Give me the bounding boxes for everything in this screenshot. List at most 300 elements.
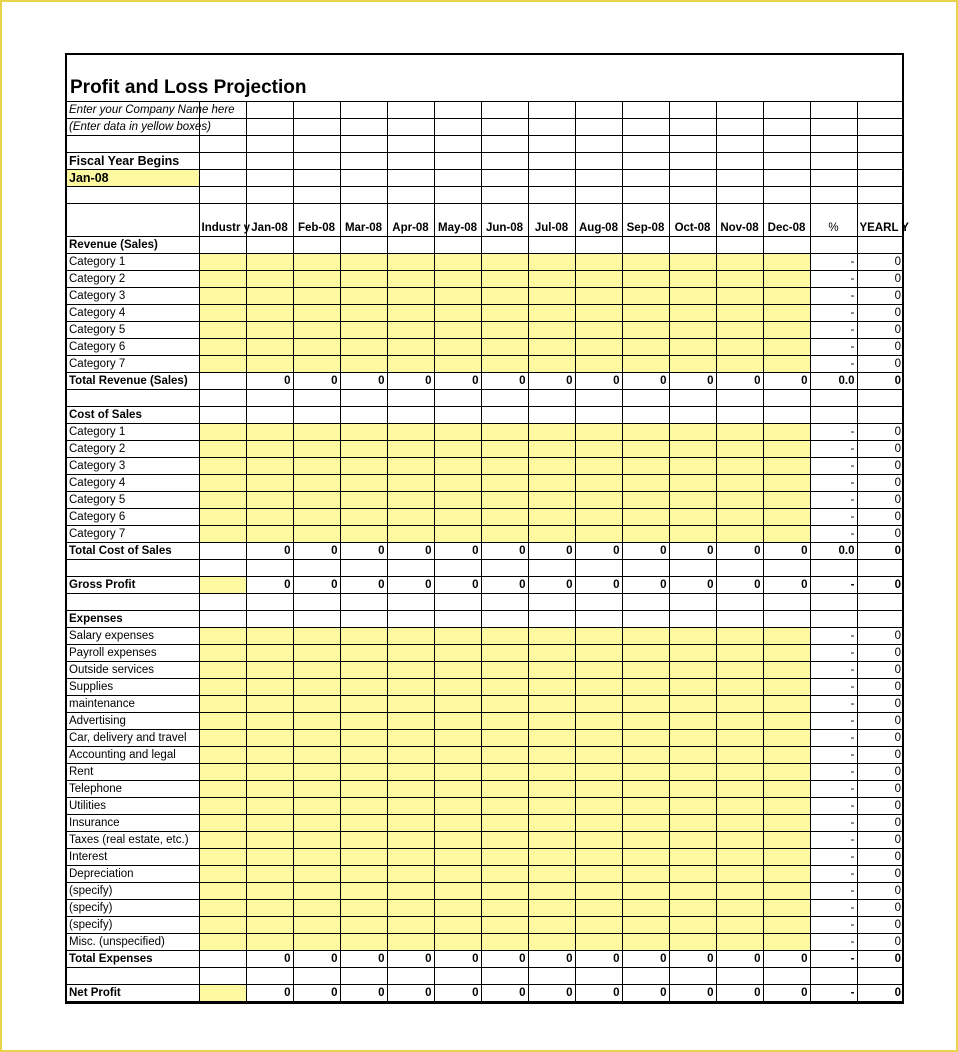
input-cell[interactable] — [669, 662, 716, 679]
input-cell[interactable] — [199, 747, 246, 764]
input-cell[interactable] — [434, 356, 481, 373]
input-cell[interactable] — [434, 322, 481, 339]
input-cell[interactable] — [669, 713, 716, 730]
input-cell[interactable] — [669, 934, 716, 951]
input-cell[interactable] — [340, 526, 387, 543]
input-cell[interactable] — [716, 475, 763, 492]
input-cell[interactable] — [763, 356, 810, 373]
input-cell[interactable] — [669, 883, 716, 900]
input-cell[interactable] — [434, 781, 481, 798]
input-cell[interactable] — [575, 696, 622, 713]
input-cell[interactable] — [528, 679, 575, 696]
input-cell[interactable] — [528, 322, 575, 339]
input-cell[interactable] — [669, 322, 716, 339]
input-cell[interactable] — [622, 900, 669, 917]
input-cell[interactable] — [340, 424, 387, 441]
input-cell[interactable] — [528, 288, 575, 305]
input-cell[interactable] — [481, 832, 528, 849]
input-cell[interactable] — [622, 492, 669, 509]
input-cell[interactable] — [528, 832, 575, 849]
input-cell[interactable] — [199, 628, 246, 645]
input-cell[interactable] — [763, 832, 810, 849]
input-cell[interactable] — [340, 883, 387, 900]
input-cell[interactable] — [434, 509, 481, 526]
input-cell[interactable] — [387, 645, 434, 662]
input-cell[interactable] — [387, 424, 434, 441]
input-cell[interactable] — [434, 645, 481, 662]
input-cell[interactable] — [669, 288, 716, 305]
input-cell[interactable] — [340, 764, 387, 781]
input-cell[interactable] — [622, 475, 669, 492]
input-cell[interactable] — [528, 900, 575, 917]
input-cell[interactable] — [481, 526, 528, 543]
input-cell[interactable] — [575, 254, 622, 271]
input-cell[interactable] — [716, 288, 763, 305]
input-cell[interactable] — [481, 441, 528, 458]
input-cell[interactable] — [481, 798, 528, 815]
input-cell[interactable] — [387, 730, 434, 747]
input-cell[interactable] — [434, 764, 481, 781]
input-cell[interactable] — [340, 271, 387, 288]
input-cell[interactable] — [340, 917, 387, 934]
input-cell[interactable] — [763, 339, 810, 356]
input-cell[interactable] — [434, 628, 481, 645]
input-cell[interactable] — [434, 254, 481, 271]
input-cell[interactable] — [575, 713, 622, 730]
input-cell[interactable] — [763, 866, 810, 883]
input-cell[interactable] — [763, 764, 810, 781]
input-cell[interactable] — [575, 900, 622, 917]
input-cell[interactable] — [763, 713, 810, 730]
input-cell[interactable] — [387, 492, 434, 509]
input-cell[interactable] — [246, 424, 293, 441]
input-cell[interactable] — [716, 747, 763, 764]
input-cell[interactable] — [528, 764, 575, 781]
input-cell[interactable] — [199, 730, 246, 747]
input-cell[interactable] — [246, 849, 293, 866]
input-cell[interactable] — [340, 475, 387, 492]
input-cell[interactable] — [481, 492, 528, 509]
input-cell[interactable] — [575, 730, 622, 747]
input-cell[interactable] — [528, 254, 575, 271]
input-cell[interactable] — [340, 441, 387, 458]
input-cell[interactable] — [622, 305, 669, 322]
input-cell[interactable] — [387, 798, 434, 815]
input-cell[interactable] — [199, 798, 246, 815]
input-cell[interactable] — [293, 305, 340, 322]
input-cell[interactable] — [716, 458, 763, 475]
input-cell[interactable] — [481, 815, 528, 832]
input-cell[interactable] — [481, 288, 528, 305]
input-cell[interactable] — [434, 798, 481, 815]
input-cell[interactable] — [716, 628, 763, 645]
input-cell[interactable] — [528, 509, 575, 526]
input-cell[interactable] — [481, 475, 528, 492]
input-cell[interactable] — [763, 696, 810, 713]
input-cell[interactable] — [340, 781, 387, 798]
input-cell[interactable] — [434, 696, 481, 713]
input-cell[interactable] — [481, 509, 528, 526]
input-cell[interactable] — [434, 679, 481, 696]
input-cell[interactable] — [669, 305, 716, 322]
input-cell[interactable] — [340, 305, 387, 322]
input-cell[interactable] — [340, 696, 387, 713]
input-cell[interactable] — [763, 849, 810, 866]
input-cell[interactable] — [434, 339, 481, 356]
input-cell[interactable] — [246, 832, 293, 849]
input-cell[interactable] — [246, 900, 293, 917]
input-cell[interactable] — [199, 356, 246, 373]
input-cell[interactable] — [293, 849, 340, 866]
input-cell[interactable] — [481, 849, 528, 866]
input-cell[interactable] — [434, 662, 481, 679]
input-cell[interactable] — [763, 458, 810, 475]
input-cell[interactable] — [387, 475, 434, 492]
input-cell[interactable] — [340, 798, 387, 815]
input-cell[interactable] — [293, 356, 340, 373]
input-cell[interactable] — [622, 730, 669, 747]
input-cell[interactable] — [622, 883, 669, 900]
input-cell[interactable] — [481, 322, 528, 339]
input-cell[interactable] — [528, 526, 575, 543]
input-cell[interactable] — [716, 424, 763, 441]
net-industry-input[interactable] — [199, 985, 246, 1002]
input-cell[interactable] — [575, 645, 622, 662]
input-cell[interactable] — [622, 849, 669, 866]
input-cell[interactable] — [246, 509, 293, 526]
gross-industry-input[interactable] — [199, 577, 246, 594]
input-cell[interactable] — [481, 713, 528, 730]
input-cell[interactable] — [528, 356, 575, 373]
input-cell[interactable] — [575, 322, 622, 339]
input-cell[interactable] — [763, 526, 810, 543]
input-cell[interactable] — [199, 458, 246, 475]
input-cell[interactable] — [340, 849, 387, 866]
input-cell[interactable] — [669, 492, 716, 509]
input-cell[interactable] — [246, 662, 293, 679]
input-cell[interactable] — [387, 288, 434, 305]
input-cell[interactable] — [387, 662, 434, 679]
input-cell[interactable] — [528, 492, 575, 509]
input-cell[interactable] — [622, 781, 669, 798]
input-cell[interactable] — [481, 662, 528, 679]
input-cell[interactable] — [669, 866, 716, 883]
input-cell[interactable] — [716, 832, 763, 849]
input-cell[interactable] — [716, 713, 763, 730]
input-cell[interactable] — [387, 322, 434, 339]
input-cell[interactable] — [669, 900, 716, 917]
input-cell[interactable] — [716, 526, 763, 543]
input-cell[interactable] — [528, 441, 575, 458]
input-cell[interactable] — [293, 645, 340, 662]
input-cell[interactable] — [575, 747, 622, 764]
input-cell[interactable] — [622, 458, 669, 475]
input-cell[interactable] — [340, 866, 387, 883]
input-cell[interactable] — [246, 866, 293, 883]
input-cell[interactable] — [199, 815, 246, 832]
input-cell[interactable] — [763, 917, 810, 934]
input-cell[interactable] — [575, 866, 622, 883]
input-cell[interactable] — [716, 696, 763, 713]
input-cell[interactable] — [340, 254, 387, 271]
input-cell[interactable] — [481, 764, 528, 781]
input-cell[interactable] — [246, 475, 293, 492]
input-cell[interactable] — [716, 815, 763, 832]
input-cell[interactable] — [340, 900, 387, 917]
input-cell[interactable] — [622, 424, 669, 441]
input-cell[interactable] — [575, 288, 622, 305]
input-cell[interactable] — [434, 730, 481, 747]
input-cell[interactable] — [669, 730, 716, 747]
input-cell[interactable] — [528, 628, 575, 645]
input-cell[interactable] — [528, 798, 575, 815]
input-cell[interactable] — [716, 322, 763, 339]
input-cell[interactable] — [434, 458, 481, 475]
input-cell[interactable] — [622, 747, 669, 764]
input-cell[interactable] — [622, 645, 669, 662]
input-cell[interactable] — [246, 271, 293, 288]
input-cell[interactable] — [669, 917, 716, 934]
input-cell[interactable] — [434, 832, 481, 849]
input-cell[interactable] — [669, 747, 716, 764]
input-cell[interactable] — [763, 815, 810, 832]
input-cell[interactable] — [387, 458, 434, 475]
input-cell[interactable] — [246, 798, 293, 815]
input-cell[interactable] — [340, 458, 387, 475]
input-cell[interactable] — [528, 424, 575, 441]
input-cell[interactable] — [481, 883, 528, 900]
input-cell[interactable] — [481, 254, 528, 271]
input-cell[interactable] — [387, 628, 434, 645]
input-cell[interactable] — [293, 679, 340, 696]
input-cell[interactable] — [763, 883, 810, 900]
input-cell[interactable] — [716, 730, 763, 747]
input-cell[interactable] — [763, 798, 810, 815]
input-cell[interactable] — [387, 747, 434, 764]
input-cell[interactable] — [199, 339, 246, 356]
input-cell[interactable] — [716, 934, 763, 951]
input-cell[interactable] — [575, 441, 622, 458]
input-cell[interactable] — [716, 254, 763, 271]
input-cell[interactable] — [246, 815, 293, 832]
input-cell[interactable] — [340, 662, 387, 679]
input-cell[interactable] — [199, 764, 246, 781]
input-cell[interactable] — [199, 424, 246, 441]
input-cell[interactable] — [199, 900, 246, 917]
input-cell[interactable] — [481, 645, 528, 662]
input-cell[interactable] — [575, 424, 622, 441]
input-cell[interactable] — [293, 934, 340, 951]
input-cell[interactable] — [199, 475, 246, 492]
input-cell[interactable] — [763, 509, 810, 526]
input-cell[interactable] — [528, 866, 575, 883]
input-cell[interactable] — [622, 526, 669, 543]
input-cell[interactable] — [669, 679, 716, 696]
input-cell[interactable] — [293, 458, 340, 475]
input-cell[interactable] — [716, 849, 763, 866]
input-cell[interactable] — [481, 679, 528, 696]
input-cell[interactable] — [528, 713, 575, 730]
input-cell[interactable] — [481, 696, 528, 713]
input-cell[interactable] — [716, 271, 763, 288]
input-cell[interactable] — [434, 424, 481, 441]
input-cell[interactable] — [622, 917, 669, 934]
input-cell[interactable] — [575, 883, 622, 900]
fiscal-year-input[interactable]: Jan-08 — [67, 170, 199, 187]
input-cell[interactable] — [575, 356, 622, 373]
input-cell[interactable] — [716, 866, 763, 883]
input-cell[interactable] — [387, 883, 434, 900]
input-cell[interactable] — [434, 271, 481, 288]
input-cell[interactable] — [246, 934, 293, 951]
input-cell[interactable] — [246, 628, 293, 645]
input-cell[interactable] — [622, 832, 669, 849]
input-cell[interactable] — [293, 288, 340, 305]
input-cell[interactable] — [199, 441, 246, 458]
input-cell[interactable] — [669, 815, 716, 832]
input-cell[interactable] — [622, 815, 669, 832]
input-cell[interactable] — [246, 305, 293, 322]
input-cell[interactable] — [763, 679, 810, 696]
input-cell[interactable] — [622, 798, 669, 815]
input-cell[interactable] — [293, 900, 340, 917]
input-cell[interactable] — [622, 509, 669, 526]
input-cell[interactable] — [387, 764, 434, 781]
input-cell[interactable] — [716, 764, 763, 781]
input-cell[interactable] — [528, 645, 575, 662]
input-cell[interactable] — [434, 849, 481, 866]
input-cell[interactable] — [763, 254, 810, 271]
input-cell[interactable] — [763, 662, 810, 679]
input-cell[interactable] — [669, 696, 716, 713]
input-cell[interactable] — [293, 815, 340, 832]
input-cell[interactable] — [528, 730, 575, 747]
input-cell[interactable] — [669, 475, 716, 492]
input-cell[interactable] — [481, 424, 528, 441]
input-cell[interactable] — [199, 883, 246, 900]
input-cell[interactable] — [528, 781, 575, 798]
input-cell[interactable] — [340, 815, 387, 832]
input-cell[interactable] — [716, 509, 763, 526]
input-cell[interactable] — [199, 271, 246, 288]
input-cell[interactable] — [481, 628, 528, 645]
input-cell[interactable] — [340, 339, 387, 356]
input-cell[interactable] — [293, 917, 340, 934]
input-cell[interactable] — [246, 441, 293, 458]
input-cell[interactable] — [387, 305, 434, 322]
input-cell[interactable] — [528, 747, 575, 764]
input-cell[interactable] — [716, 679, 763, 696]
input-cell[interactable] — [669, 441, 716, 458]
input-cell[interactable] — [669, 764, 716, 781]
input-cell[interactable] — [387, 339, 434, 356]
input-cell[interactable] — [716, 798, 763, 815]
input-cell[interactable] — [669, 645, 716, 662]
input-cell[interactable] — [199, 934, 246, 951]
input-cell[interactable] — [387, 713, 434, 730]
input-cell[interactable] — [387, 254, 434, 271]
input-cell[interactable] — [246, 917, 293, 934]
input-cell[interactable] — [199, 781, 246, 798]
input-cell[interactable] — [246, 322, 293, 339]
input-cell[interactable] — [293, 730, 340, 747]
input-cell[interactable] — [434, 288, 481, 305]
input-cell[interactable] — [528, 271, 575, 288]
input-cell[interactable] — [293, 866, 340, 883]
input-cell[interactable] — [528, 662, 575, 679]
input-cell[interactable] — [293, 424, 340, 441]
input-cell[interactable] — [387, 849, 434, 866]
input-cell[interactable] — [622, 628, 669, 645]
input-cell[interactable] — [669, 526, 716, 543]
input-cell[interactable] — [199, 679, 246, 696]
input-cell[interactable] — [199, 849, 246, 866]
input-cell[interactable] — [575, 509, 622, 526]
input-cell[interactable] — [622, 441, 669, 458]
input-cell[interactable] — [199, 509, 246, 526]
input-cell[interactable] — [669, 798, 716, 815]
input-cell[interactable] — [528, 305, 575, 322]
input-cell[interactable] — [340, 356, 387, 373]
input-cell[interactable] — [575, 781, 622, 798]
input-cell[interactable] — [575, 526, 622, 543]
input-cell[interactable] — [481, 781, 528, 798]
input-cell[interactable] — [387, 866, 434, 883]
input-cell[interactable] — [575, 492, 622, 509]
input-cell[interactable] — [528, 917, 575, 934]
input-cell[interactable] — [575, 832, 622, 849]
input-cell[interactable] — [434, 475, 481, 492]
input-cell[interactable] — [669, 458, 716, 475]
input-cell[interactable] — [293, 832, 340, 849]
input-cell[interactable] — [199, 288, 246, 305]
input-cell[interactable] — [575, 662, 622, 679]
input-cell[interactable] — [575, 798, 622, 815]
input-cell[interactable] — [716, 917, 763, 934]
input-cell[interactable] — [246, 339, 293, 356]
input-cell[interactable] — [340, 832, 387, 849]
input-cell[interactable] — [387, 271, 434, 288]
input-cell[interactable] — [481, 934, 528, 951]
input-cell[interactable] — [293, 662, 340, 679]
input-cell[interactable] — [434, 305, 481, 322]
input-cell[interactable] — [622, 764, 669, 781]
input-cell[interactable] — [434, 815, 481, 832]
input-cell[interactable] — [246, 781, 293, 798]
input-cell[interactable] — [387, 815, 434, 832]
input-cell[interactable] — [340, 288, 387, 305]
input-cell[interactable] — [669, 509, 716, 526]
input-cell[interactable] — [199, 254, 246, 271]
input-cell[interactable] — [434, 747, 481, 764]
input-cell[interactable] — [669, 781, 716, 798]
input-cell[interactable] — [575, 934, 622, 951]
input-cell[interactable] — [340, 730, 387, 747]
input-cell[interactable] — [387, 781, 434, 798]
input-cell[interactable] — [528, 849, 575, 866]
input-cell[interactable] — [293, 492, 340, 509]
input-cell[interactable] — [199, 696, 246, 713]
input-cell[interactable] — [622, 866, 669, 883]
input-cell[interactable] — [622, 696, 669, 713]
input-cell[interactable] — [387, 526, 434, 543]
input-cell[interactable] — [199, 492, 246, 509]
input-cell[interactable] — [481, 900, 528, 917]
input-cell[interactable] — [763, 730, 810, 747]
input-cell[interactable] — [246, 747, 293, 764]
input-cell[interactable] — [293, 696, 340, 713]
input-cell[interactable] — [669, 271, 716, 288]
